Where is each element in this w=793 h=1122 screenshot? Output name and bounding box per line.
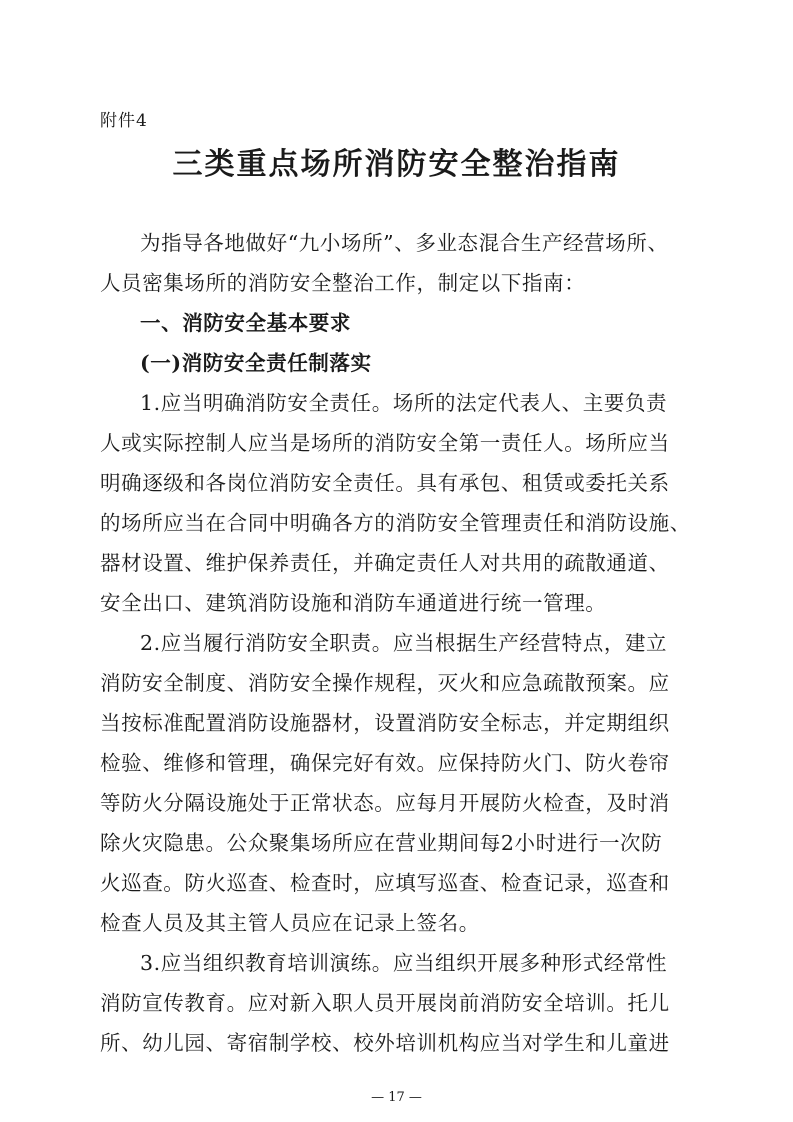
- section-heading: 一、消防安全基本要求: [140, 311, 351, 335]
- paragraph-line: 3.应当组织教育培训演练。应当组织开展多种形式经常性: [140, 951, 668, 975]
- attachment-label: 附件4: [100, 111, 148, 131]
- paragraph-line: 消防宣传教育。应对新入职人员开展岗前消防安全培训。托儿: [100, 991, 670, 1015]
- page-title: 三类重点场所消防安全整治指南: [172, 147, 621, 182]
- paragraph-line: 等防火分隔设施处于正常状态。应每月开展防火检查，及时消: [100, 791, 670, 815]
- paragraph-line: 所、幼儿园、寄宿制学校、校外培训机构应当对学生和儿童进: [100, 1031, 670, 1055]
- paragraph-line: 2.应当履行消防安全职责。应当根据生产经营特点，建立: [140, 631, 668, 655]
- paragraph-line: 检查人员及其主管人员应在记录上签名。: [100, 911, 480, 935]
- paragraph-line: 人或实际控制人应当是场所的消防安全第一责任人。场所应当: [100, 431, 670, 455]
- paragraph-line: 当按标准配置消防设施器材，设置消防安全标志，并定期组织: [100, 711, 670, 735]
- paragraph-line: 安全出口、建筑消防设施和消防车通道进行统一管理。: [100, 591, 607, 615]
- paragraph-line: 检验、维修和管理，确保完好有效。应保持防火门、防火卷帘: [100, 751, 670, 775]
- page-number: — 17 —: [371, 1090, 422, 1105]
- paragraph-line: 除火灾隐患。公众聚集场所应在营业期间每2小时进行一次防: [100, 831, 663, 855]
- paragraph-line: 明确逐级和各岗位消防安全责任。具有承包、租赁或委托关系: [100, 471, 670, 495]
- paragraph-line: 的场所应当在合同中明确各方的消防安全管理责任和消防设施、: [100, 511, 691, 535]
- subsection-heading: (一)消防安全责任制落实: [140, 351, 372, 375]
- paragraph-line: 1.应当明确消防安全责任。场所的法定代表人、主要负责: [140, 391, 668, 415]
- paragraph-line: 火巡查。防火巡查、检查时，应填写巡查、检查记录，巡查和: [100, 871, 670, 895]
- paragraph-line: 人员密集场所的消防安全整治工作，制定以下指南：: [100, 271, 586, 295]
- paragraph-line: 器材设置、维护保养责任，并确定责任人对共用的疏散通道、: [100, 551, 670, 575]
- paragraph-line: 消防安全制度、消防安全操作规程，灭火和应急疏散预案。应: [100, 671, 670, 695]
- paragraph-line: 为指导各地做好“九小场所”、多业态混合生产经营场所、: [140, 231, 669, 255]
